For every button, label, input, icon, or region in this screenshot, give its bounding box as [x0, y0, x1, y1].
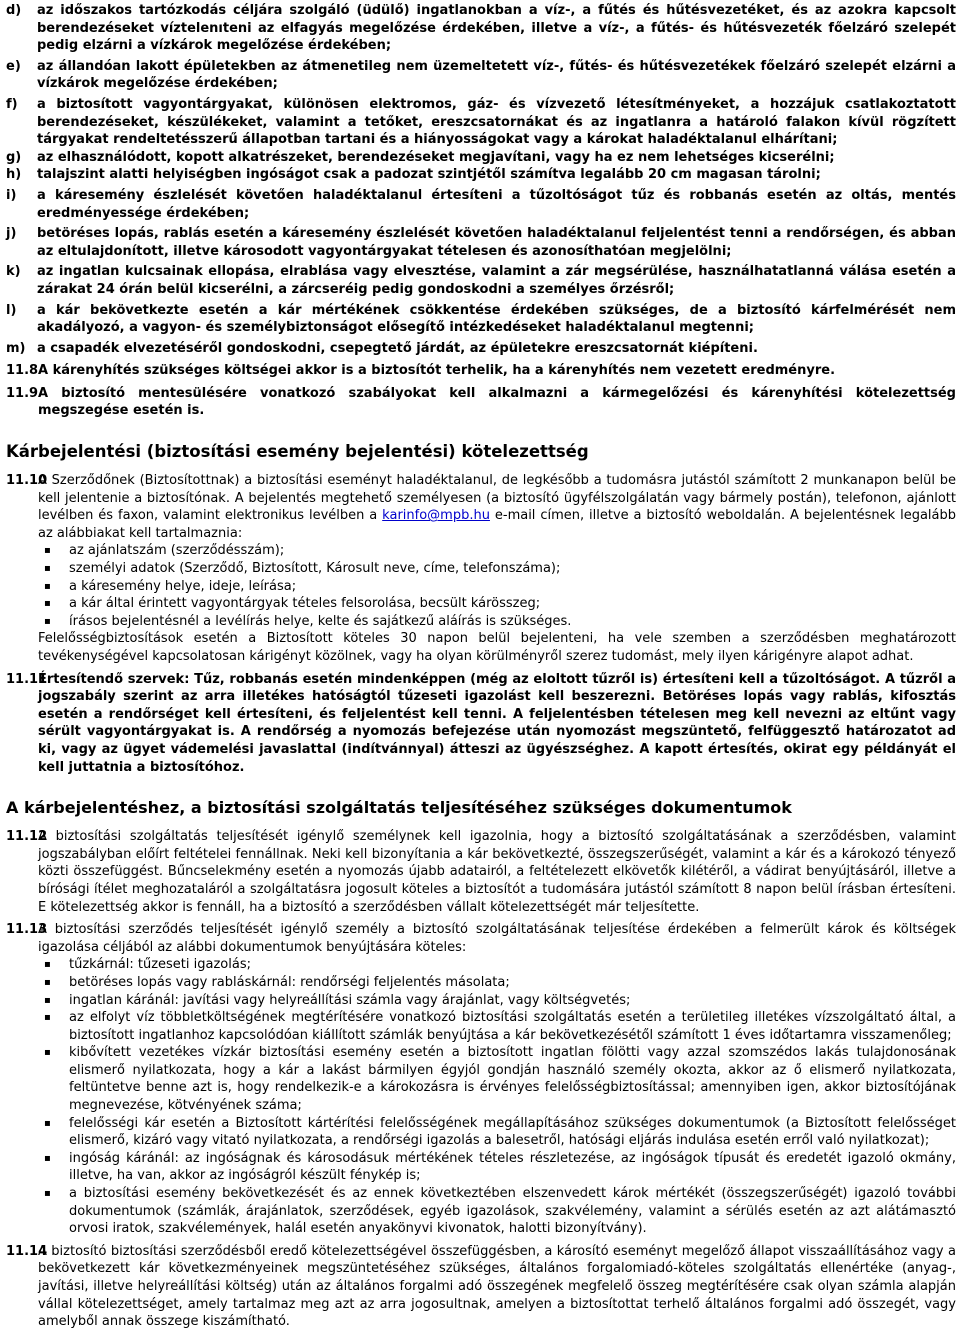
list-item: [6, 166, 956, 184]
obligations-list: [6, 0, 956, 357]
list-item-text: az időszakos tartózkodás céljára szolgáló (üdülő) ingatlanokban a víz-, a fűtés és hűtésvezetéket, és az azokra kapcsolt berendezéseket víztelenıteni az elfagyás megelőzése érdekében, illetve a víz-, a fűtés- és hűtésvezeték főelzáró szelepét pedig elzárni a vízkárok megelőzése érdekében;: [37, 3, 956, 54]
clause-11-10: [6, 472, 956, 542]
list-item: [6, 2, 956, 55]
list-item: ▪ felelősségi kár esetén a Biztosított kártérítési felelősségének megállapításához szükséges dokumentumok (a Biztosított felelősséget elismerő, kizáró vagy vitató nyilatkozata, a rendőrségi igazolás a balesetről, hatósági eljárás indulása esetén erről való nyilatkozat);: [6, 1115, 956, 1150]
list-letter: l): [6, 302, 17, 318]
clause-text: A biztosító mentesülésére vonatkozó szabályokat kell alkalmazni a kármegelőzési és kárenyhítési kötelezettség megszegése esetén is.: [38, 385, 956, 419]
list-letter: m): [6, 340, 26, 356]
list-letter: i): [6, 187, 17, 203]
list-letter: j): [6, 226, 17, 242]
list-item: ▪ a káresemény helye, ideje, leírása;: [6, 578, 956, 596]
clause-number: 11.11: [6, 671, 48, 687]
list-item-text: betöréses lopás, rablás esetén a káresemény észlelését követően haladéktalanul feljelentést tenni a rendőrségen, és abban az eltulajdonított, illetve károsodott vagyontárgyakat tételesen és azonosíthatóan megjelölni;: [37, 226, 956, 259]
list-item: [6, 96, 956, 149]
list-item-text: a kár bekövetkezte esetén a kár mértékének csökkentése érdekében szükséges, de a biztosító kárfelmérését nem akadályozó, a vagyon- és személybiztonságot elősegítő intézkedéseket haladéktalanul megtenni;: [37, 302, 956, 336]
clause-number: 11.12: [6, 829, 48, 845]
list-item: ▪ az elfolyt víz többletköltségének megtérítésére vonatkozó biztosítási szolgáltatás esetén a területileg illetékes vízszolgáltató által, a biztosított ingatlanhoz kapcsolódóan kiállított számlák benyújtása a kár bekövetkezésétől számított 1 éves időtartamra visszamenőleg;: [6, 1009, 956, 1044]
clause-text: A Szerződőnek (Biztosítottnak) a biztosítási eseményt haladéktalanul, de legkésőbb a tudomásra jutástól számított 2 munkanapon belül be kell jelentenie a biztosítónak. A bejelentés megtehető személyesen (a biztosító ügyfélszolgálatán vagy bármely postán), telefonon, ajánlott levélben és faxon, valamint elektronikus levélben a: [38, 473, 956, 524]
list-item: [6, 187, 956, 222]
list-item: ▪ a biztosítási esemény bekövetkezését és az ennek következtében elszenvedett károk mértékét (összegszerűségét) igazoló további dokumentumok (számlák, árajánlatok, szerződések, egyéb igazolások, szakvélemény, valamint a sérülés esetén az azt alátámasztó orvosi iratok, szakvélemények, halál esetén anyakönyvi kivonatok, halotti bizonyítvány).: [6, 1185, 956, 1238]
liability-reporting-paragraph: Felelősségbiztosítások esetén a Biztosított köteles 30 napon belül bejelenteni, ha vele szemben a szerződésben meghatározott tevékenységével kapcsolatosan kárigényt közölnek, vagy ha olyan körülményről szerez tudomást, mely ilyen kárigényre alapot adhat.: [38, 631, 956, 664]
list-item: ▪ az ajánlatszám (szerződésszám);: [6, 542, 956, 560]
list-item: [6, 225, 956, 260]
report-contents-list: [6, 542, 956, 630]
list-item: ▪ írásos bejelentésnél a levélírás helye, kelte és sajátkezű aláírás is szükséges.: [6, 613, 956, 631]
clause-number: 11.9: [6, 385, 39, 401]
list-item: ▪ a kár által érintett vagyontárgyak tételes felsorolása, becsült kárösszeg;: [6, 595, 956, 613]
clause-text: A biztosítási szerződés teljesítését igénylő személy a biztosító szolgáltatásának teljesítése érdekében a felmerült károk és költségek igazolása céljából az alábbi dokumentumok benyújtására köteles:: [38, 922, 956, 955]
section-heading-claim-reporting: Kárbejelentési (biztosítási esemény bejelentési) kötelezettség: [6, 442, 589, 462]
clause-11-8: [6, 362, 956, 380]
clause-number: 11.13: [6, 922, 48, 938]
list-item-text: a káresemény észlelését követően haladéktalanul értesíteni a tűzoltóságot tűz és robbanás esetén az oltás, mentés eredményessége érdekében;: [37, 187, 956, 221]
list-letter: h): [6, 167, 22, 183]
list-item-text: az ingatlan kulcsainak ellopása, elrablása vagy elvesztése, valamint a zár megsérülése, használhatatlanná válása esetén a zárakat 24 órán belül kicserélni, a zárcseréig pedig gondoskodni a személyes őrzésről;: [37, 264, 956, 297]
list-letter: f): [6, 96, 18, 112]
list-letter: k): [6, 264, 21, 280]
clause-text: A kárenyhítés szükséges költségei akkor is a biztosítót terhelik, ha a kárenyhítés nem vezetett eredményre.: [38, 363, 836, 379]
list-item: ▪ ingóság káránál: az ingóságnak és károsodásuk mértékének tételes részletezése, az ingóságok típusát és eredetét igazoló okmány, illetve, ha van, akkor az ingóságról készült fénykép is;: [6, 1150, 956, 1185]
clause-11-12: [6, 828, 956, 916]
list-item: ▪ tűzkárnál: tűzeseti igazolás;: [6, 956, 956, 974]
list-item: ▪ ingatlan káránál: javítási vagy helyreállítási számla vagy árajánlat, vagy költségvetés;: [6, 992, 956, 1010]
clause-text-continued: e-mail címen, illetve a biztosító weboldalán. A bejelentésnek legalább az alábbiakat kell tartalmaznia:: [38, 508, 957, 541]
list-letter: g): [6, 149, 22, 165]
required-documents-list: [6, 956, 956, 1238]
list-item: [6, 58, 956, 93]
list-item-text: az állandóan lakott épületekben az átmenetileg nem üzemeltetett víz-, fűtés- és hűtésvezetékek főelzáró szelepét elzárni a vízkárok megelőzése érdekében;: [37, 58, 956, 92]
clause-number: 11.14: [6, 1243, 48, 1259]
clause-number: 11.10: [6, 473, 48, 489]
list-item-text: a csapadék elvezetéséről gondoskodni, csepegtető járdát, az épületekre ereszcsatornát kiépíteni.: [37, 340, 758, 356]
list-letter: d): [6, 3, 22, 18]
list-item: [6, 149, 956, 167]
clause-11-13: [6, 921, 956, 956]
section-heading-documents: A kárbejelentéshez, a biztosítási szolgáltatás teljesítéséhez szükséges dokumentumok: [6, 798, 792, 818]
clause-11-9: [6, 385, 956, 420]
clause-text: A biztosítási szolgáltatás teljesítését igénylő személynek kell igazolnia, hogy a biztosító szolgáltatásának a szerződésben, valamint jogszabályban előírt feltételei fennállnak. Neki kell bizonyítania a kár bekövetkezté, összegszerűségét, valamint a kár és a károkozó tényező közti összefüggést. Bűncselekmény esetén a nyomozás újabb adatairól, a feltételezett elkövetők kilétéről, a vádirat benyújtásáról, illetve a bírósági ítélet meghozataláról a szolgáltatásra jogosult köteles a biztosítót a tudomására jutástól számított 8 napon belül írásban értesíteni. E kötelezettség akkor is fennáll, ha a biztosító a szerződésben vállalt kötelezettségét már teljesítette.: [38, 829, 956, 915]
list-letter: e): [6, 58, 21, 74]
list-item: [6, 263, 956, 298]
list-item-text: az elhasználódott, kopott alkatrészeket, berendezéseket megjavítani, vagy ha ez nem lehetséges kicserélni;: [37, 149, 835, 165]
list-item: [6, 340, 956, 358]
clause-11-14: [6, 1243, 956, 1331]
list-item: ▪ személyi adatok (Szerződő, Biztosított, Károsult neve, címe, telefonszáma);: [6, 560, 956, 578]
clause-text: A biztosító biztosítási szerződésből eredő kötelezettségével összefüggésben, a károsító eseményt megelőző állapot visszaállításához vagy a bekövetkezett kár következményeinek megszüntetéséhez szükséges, általános forgalomiadó-köteles szolgáltatás ellenértéke (anyag-, javítási, illetve helyreállítási költség) után az általános forgalmi adó összegének megfelelő összeg megtérítésére csak olyan számla alapján vállal kötelezettséget, amely tartalmaz meg azt az arra jogosultnak, amelyen a biztosítottat terhelő általános forgalmi adó összegét, vagy amelyből annak összege kiszámítható.: [38, 1243, 956, 1330]
list-item-text: talajszint alatti helyiségben ingóságot csak a padozat szintjétől számítva legalább 20 cm magasan tárolni;: [37, 167, 821, 183]
list-item-text: a biztosított vagyontárgyakat, különösen elektromos, gáz- és vízvezető létesítményeket, a hozzájuk csatlakoztatott berendezéseket, készülékeket, valamint a tetőket, ereszcsatornákat és az ingatlanra a határoló falakon kívül rögzített tárgyakat rendeltetésszerű állapotban tartani és a hiányosságokat vagy a károkat haladéktalanul elhárítani;: [37, 96, 956, 148]
clause-11-11: [6, 671, 956, 777]
list-item: ▪ betöréses lopás vagy rabláskárnál: rendőrségi feljelentés másolata;: [6, 974, 956, 992]
clause-number: 11.8: [6, 363, 39, 379]
clause-text: Értesítendő szervek: Tűz, robbanás esetén mindenképpen (még az eloltott tűzről is) értesíteni kell a tűzoltóságot. A tűzről a jogszabály szerint az arra illetékes hatóságtól tűzeseti igazolást kell beszerezni. Betöréses lopás vagy rablás, kifosztás esetén a rendőrséget kell értesíteni, és feljelentést kell tenni. A feljelentésben tételesen meg kell nevezni az eltűnt vagy sérült vagyontárgyakat is. A rendőrség a nyomozás befejezése után nyomozást megszüntető, felfüggesztő határozatot ad ki, vagy az ügyet vádemelési javaslattal (indítvánnyal) átteszi az ügyészséghez. A kapott értesítés, okirat egy példányát el kell juttatnia a biztosítóhoz.: [38, 671, 956, 775]
list-item: ▪ kibővített vezetékes vízkár biztosítási esemény esetén a biztosított ingatlan fölötti vagy azzal szomszédos lakás tulajdonosának elismerő nyilatkozata, hogy a kár a lakást bármilyen égyjól gondján használó személy okozta, akkor az ő elismerő nyilatkozata, feltüntetve benne azt is, hogy rendelkezik-e a károkozásra is érvényes felelősségbiztosítással; amennyiben igen, akkor biztosítójának megnevezése, kötvényének száma;: [6, 1044, 956, 1114]
list-item: [6, 302, 956, 337]
email-link[interactable]: karinfo@mpb.hu: [382, 508, 490, 524]
